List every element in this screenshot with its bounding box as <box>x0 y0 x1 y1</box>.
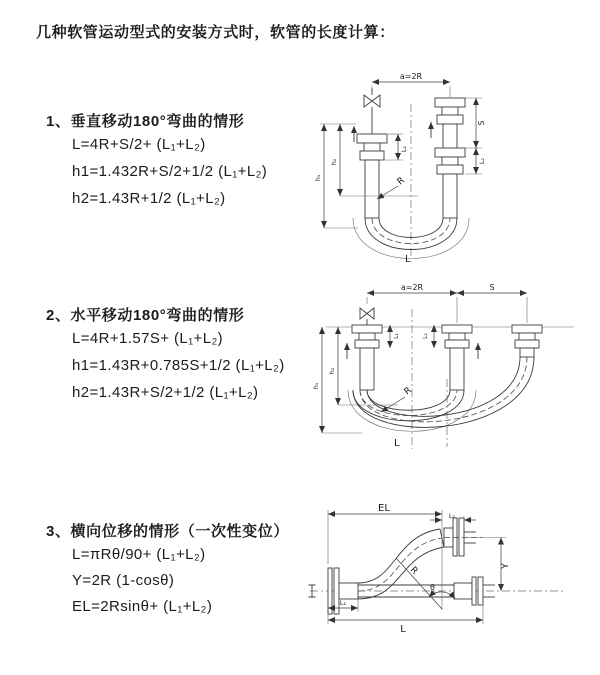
angle-label-theta: θ <box>430 583 435 592</box>
dim-label-h1: h₁ <box>312 382 320 390</box>
section-2-formula-h2: h2=1.43R+S/2+1/2 (L₁+L₂) <box>72 384 259 401</box>
dim-label-s: S <box>489 283 495 292</box>
dim-label-el: EL <box>378 503 390 514</box>
section-1-heading: 1、垂直移动180°弯曲的情形 <box>46 113 245 130</box>
dim-l <box>328 605 483 635</box>
radius-and-angle <box>396 558 455 609</box>
dim-label-h2: h₂ <box>330 158 338 166</box>
dim-label-l2: L₂ <box>422 333 429 339</box>
dim-label-l2: L₂ <box>478 157 486 165</box>
section-1-formula-h1: h1=1.432R+S/2+1/2 (L₁+L₂) <box>72 163 268 180</box>
dim-label-l1: L₁ <box>400 145 408 153</box>
dim-s <box>465 98 486 174</box>
dim-h1 <box>312 327 362 433</box>
section-2-formula-L: L=4R+1.57S+ (L₁+L₂) <box>72 330 224 347</box>
page-title: 几种软管运动型式的安装方式时，软管的长度计算： <box>36 24 395 41</box>
valve-icon <box>360 308 374 327</box>
diagram-lateral-displacement <box>298 498 598 636</box>
dim-l2 <box>422 325 434 348</box>
left-flange-fitting <box>354 126 387 218</box>
dim-label-h2: h₂ <box>328 367 336 375</box>
dim-l1 <box>328 599 358 612</box>
dim-label-r: R <box>395 175 407 188</box>
dim-label-s: S <box>477 120 486 126</box>
dim-label-l1: L₁ <box>339 599 347 607</box>
section-3-formula-EL: EL=2Rsinθ+ (L₁+L₂) <box>72 598 213 615</box>
dim-span <box>367 283 527 323</box>
right-flange-fitting <box>512 325 542 357</box>
dim-label-l2: L₂ <box>448 512 456 520</box>
section-1-formula-h2: h2=1.43R+1/2 (L₁+L₂) <box>72 190 226 207</box>
diagram-horizontal-180-bend <box>310 281 600 456</box>
dim-label-r: R <box>402 385 414 398</box>
dim-label-y: Y <box>501 563 511 569</box>
radius-callout <box>377 176 407 199</box>
radius-callout <box>381 386 414 412</box>
middle-flange-fitting <box>442 325 472 390</box>
dim-label-a2r: a=2R <box>400 283 424 292</box>
section-2-heading: 2、水平移动180°弯曲的情形 <box>46 307 245 324</box>
dim-label-l1: L₁ <box>393 333 400 339</box>
dim-l1 <box>390 325 400 348</box>
dim-label-a2r: a=2R <box>399 72 423 81</box>
section-2-formula-h1: h1=1.43R+0.785S+1/2 (L₁+L₂) <box>72 357 285 374</box>
diagram-vertical-180-bend <box>310 66 598 264</box>
dim-span <box>372 72 450 97</box>
dim-label-h1: h₁ <box>314 174 322 182</box>
dim-label-l: L <box>400 624 406 635</box>
section-3-formula-L: L=πRθ/90+ (L₁+L₂) <box>72 546 206 563</box>
dim-h1 <box>314 124 358 228</box>
dim-label-r: R <box>407 565 420 577</box>
section-1-formula-L: L=4R+S/2+ (L₁+L₂) <box>72 136 206 153</box>
section-3-formula-Y: Y=2R (1-cosθ) <box>72 572 175 589</box>
left-flange-fitting <box>352 325 382 390</box>
section-3-heading: 3、横向位移的情形（一次性变位） <box>46 523 289 540</box>
dim-label-l: L <box>405 254 411 264</box>
valve-icon <box>364 88 380 134</box>
right-flange-fitting <box>431 98 465 218</box>
dim-label-l: L <box>394 438 400 449</box>
